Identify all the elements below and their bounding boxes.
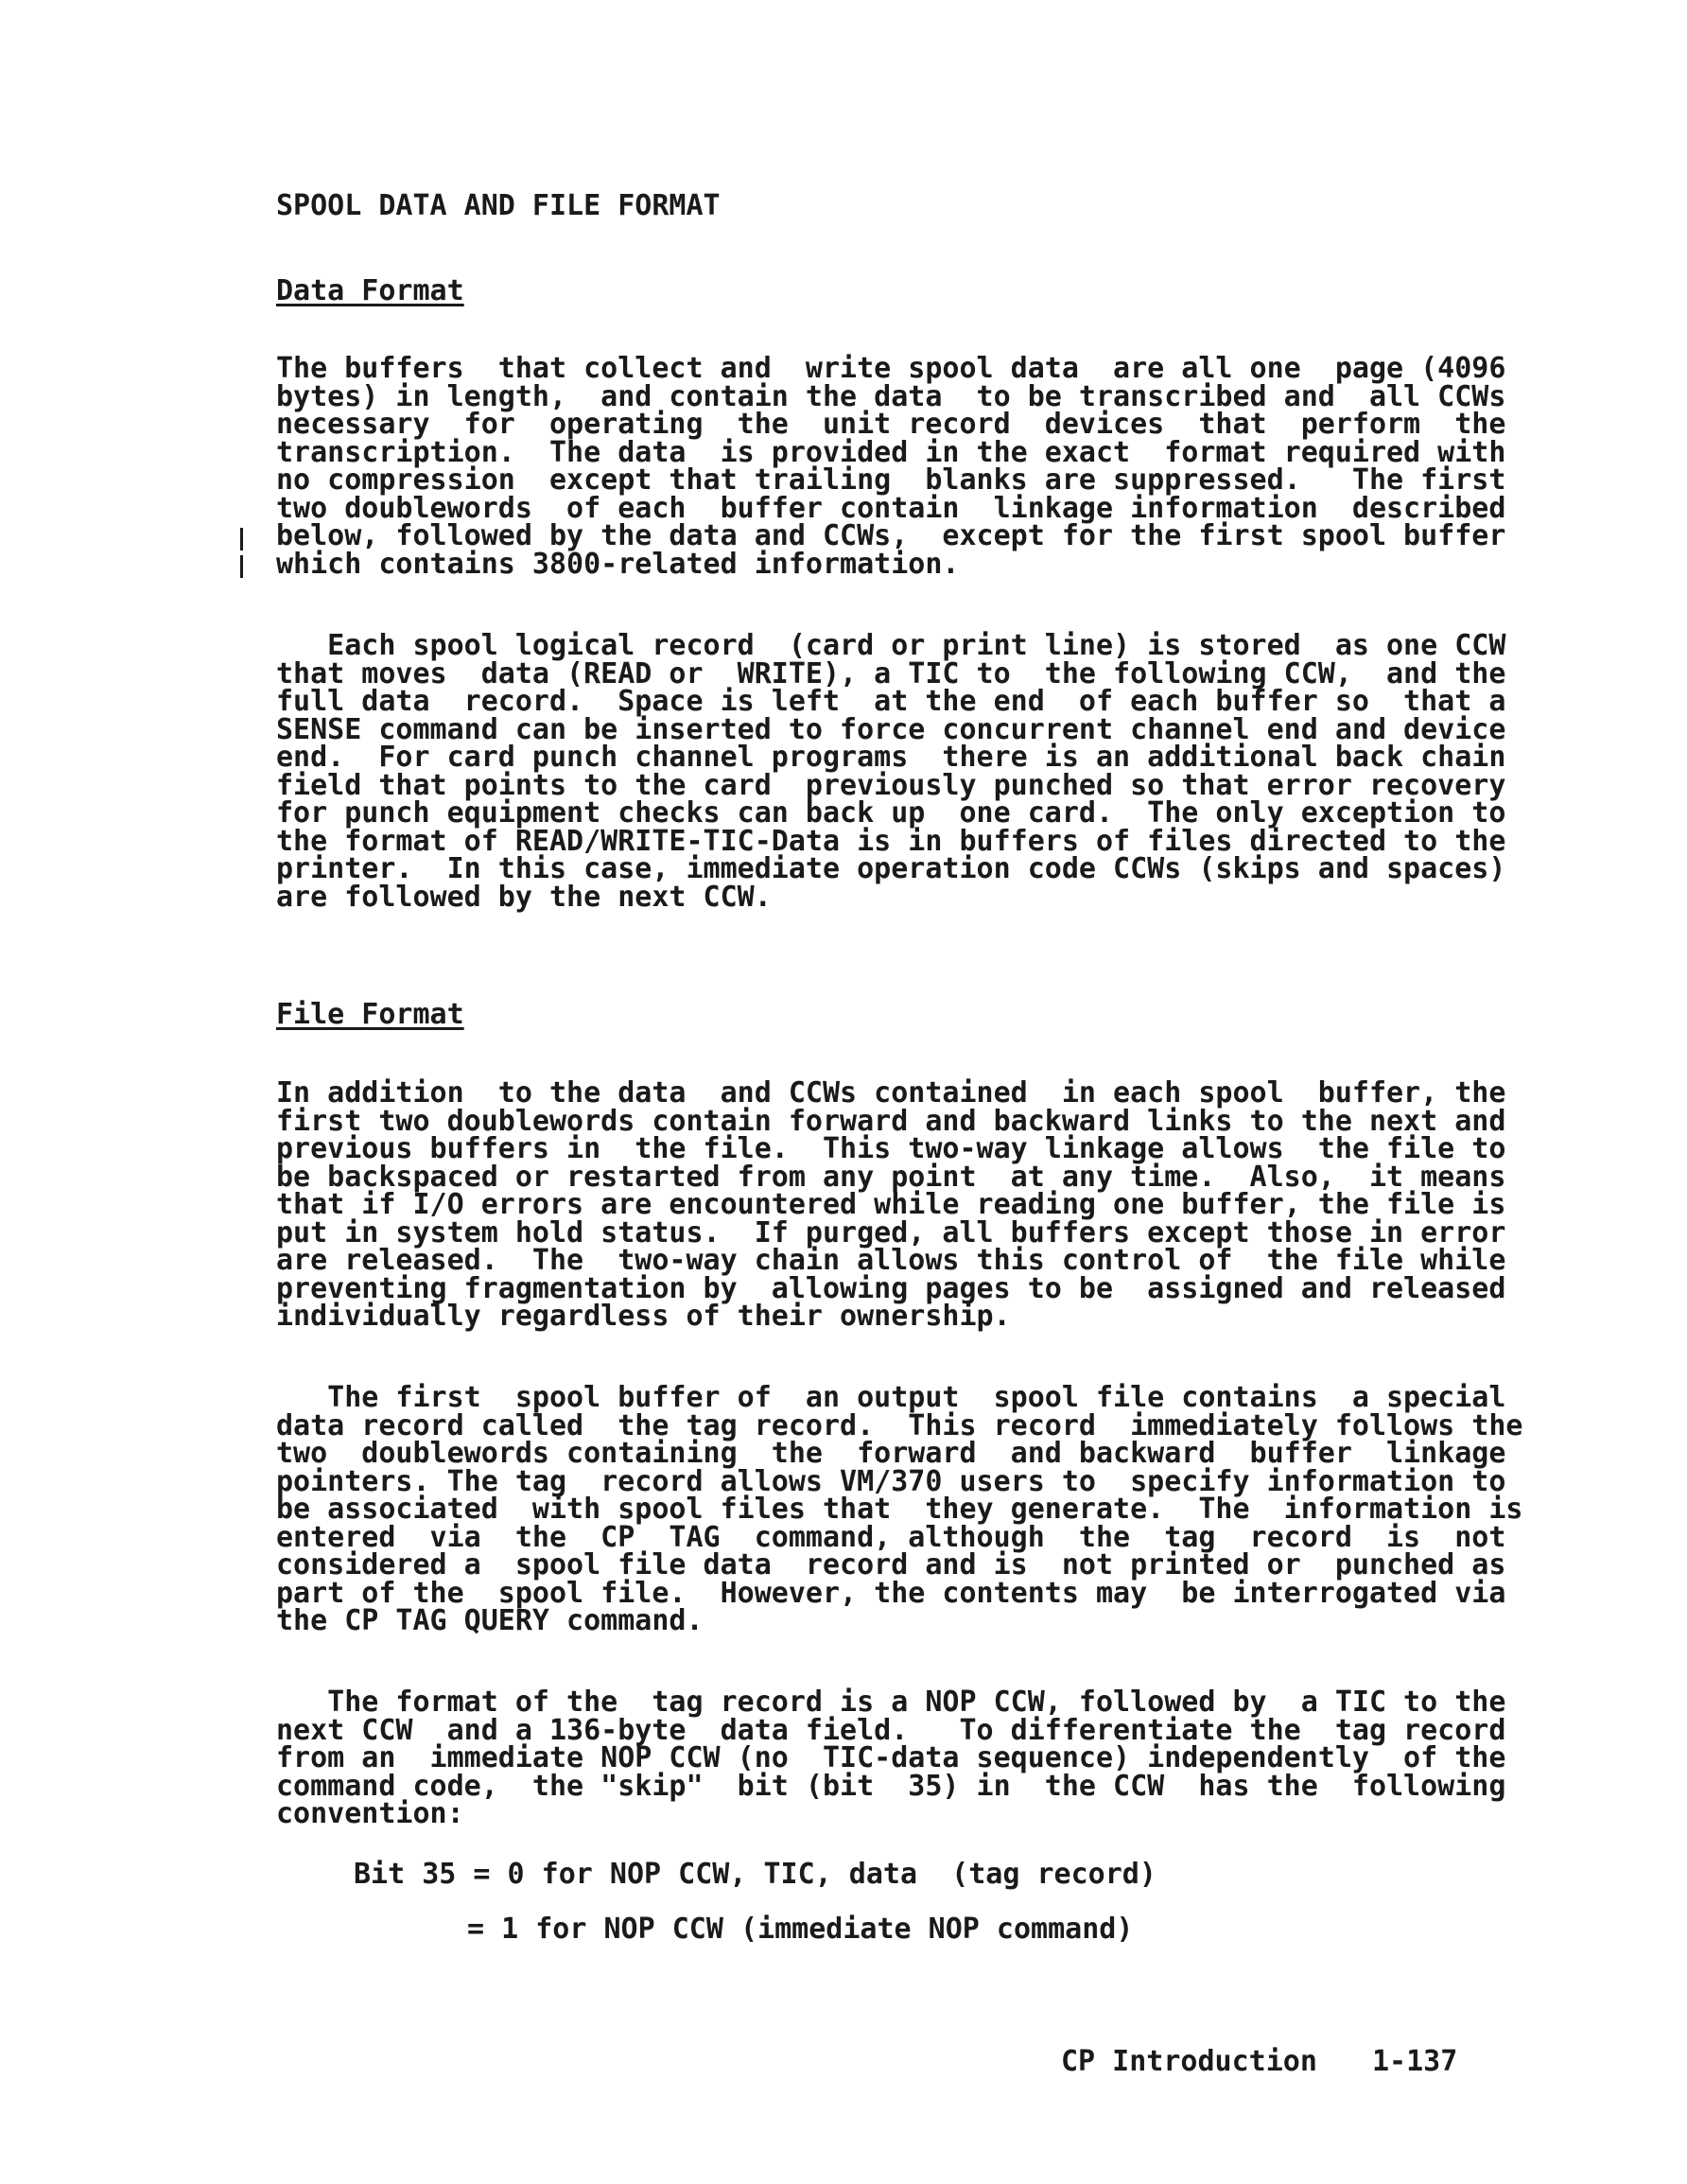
bit-convention-line-2: = 1 for NOP CCW (immediate NOP command)	[467, 1913, 1134, 1946]
revision-bar	[240, 528, 243, 550]
section-title: SPOOL DATA AND FILE FORMAT	[276, 189, 721, 222]
revision-bar	[240, 555, 243, 578]
file-format-paragraph-3: The format of the tag record is a NOP CCW, followed by a TIC to the next CCW and a 136-byte data field. To differentiate the tag record from an immediate NOP CCW (no TIC-data sequence) independently of the command code, the "skip" bit (bit 35) in the CCW has the following convention:	[276, 1686, 1506, 1830]
data-format-heading: Data Format	[276, 274, 464, 307]
file-format-heading: File Format	[276, 998, 464, 1031]
file-format-paragraph-1: In addition to the data and CCWs contained in each spool buffer, the first two doublewords contain forward and backward links to the next and previous buffers in the file. This two-way linkage allows the file to be backspaced or restarted from any point at any time. Also, it means that if I/O errors are encountered while reading one buffer, the file is put in system hold status. If purged, all buffers except those in error are released. The two-way chain allows this control of the file while preventing fragmentation by allowing pages to be assigned and released individually regardless of their ownership.	[276, 1076, 1506, 1333]
bit-convention-line-1: Bit 35 = 0 for NOP CCW, TIC, data (tag record)	[354, 1858, 1157, 1891]
footer-title: CP Introduction	[1061, 2045, 1317, 2078]
page-number: 1-137	[1372, 2045, 1458, 2078]
data-format-paragraph-2: Each spool logical record (card or print line) is stored as one CCW that moves data (READ or WRITE), a TIC to the following CCW, and the full data record. Space is left at the end of each buffer so that a SENSE command can be inserted to force concurrent channel end and device end. For card punch channel programs there is an additional back chain field that points to the card previously punched so that error recovery for punch equipment checks can back up one card. The only exception to the format of READ/WRITE-TIC-Data is in buffers of files directed to the printer. In this case, immediate operation code CCWs (skips and spaces) are followed by the next CCW.	[276, 629, 1506, 914]
data-format-paragraph-1: The buffers that collect and write spool data are all one page (4096 bytes) in length, and contain the data to be transcribed and all CCWs necessary for operating the unit record devices that perform the transcription. The data is provided in the exact format required with no compression except that trailing blanks are suppressed. The first two doublewords of each buffer contain linkage information described below, followed by the data and CCWs, except for the first spool buffer which contains 3800-related information.	[276, 352, 1506, 581]
file-format-paragraph-2: The first spool buffer of an output spool file contains a special data record called the tag record. This record immediately follows the two doublewords containing the forward and backward buffer linkage pointers. The tag record allows VM/370 users to specify information to be associated with spool files that they generate. The information is entered via the CP TAG command, although the tag record is not considered a spool file data record and is not printed or punched as part of the spool file. However, the contents may be interrogated via the CP TAG QUERY command.	[276, 1381, 1523, 1637]
